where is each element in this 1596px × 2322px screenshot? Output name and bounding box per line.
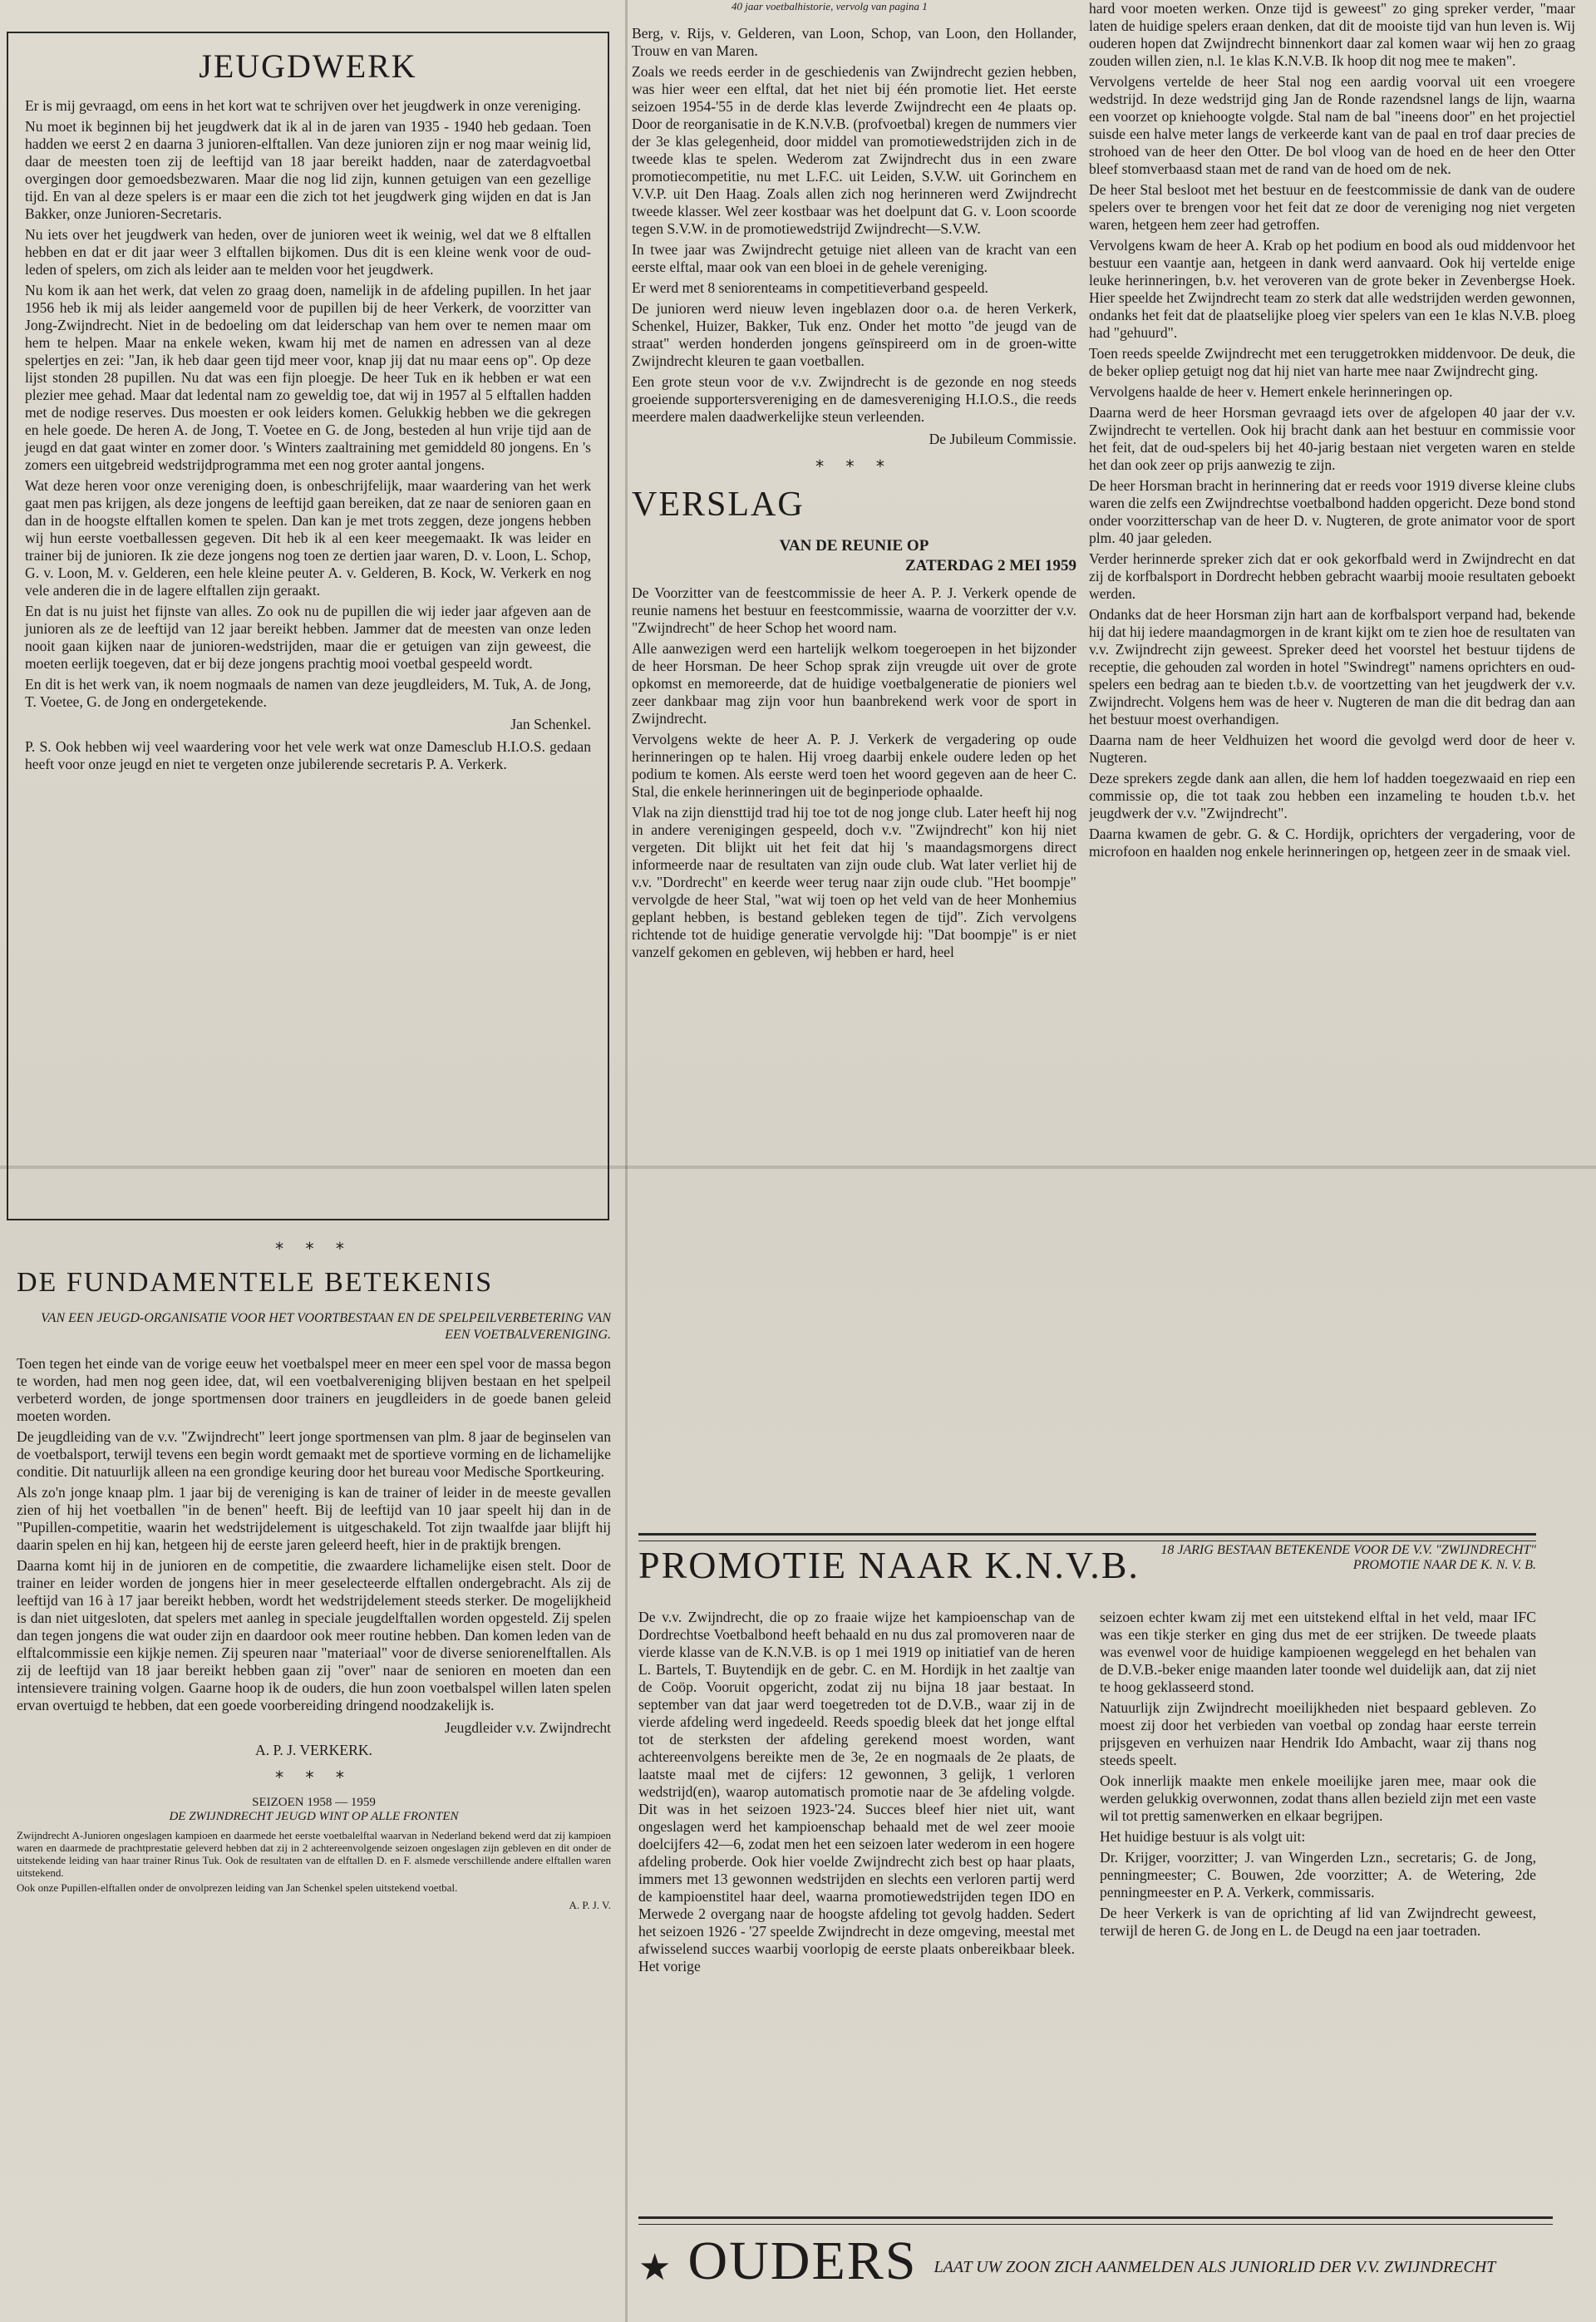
verslag-subtitle-line-2: ZATERDAG 2 MEI 1959	[904, 557, 1076, 574]
historie-paragraph: Berg, v. Rijs, v. Gelderen, van Loon, Schop, van Loon, den Hollander, Trouw en van Maren.	[632, 25, 1076, 59]
promotie-paragraph: Dr. Krijger, voorzitter; J. van Wingerden Lzn., secretaris; G. de Jong, penningmeester; C. Bouwen, 2de voorzitter; A. de Wetering, 2de penningmeester en P. A. Verkerk, commissaris.	[1100, 1849, 1536, 1900]
promotie-paragraph: Het huidige bestuur is als volgt uit:	[1100, 1828, 1306, 1845]
verslag-continued-paragraph: Daarna werd de heer Horsman gevraagd iets over de afgelopen 40 jaar der v.v. Zwijndrecht te vertellen. Ook hij bracht dank aan het bestuur en commissie voor het feit, dat de oud-spelers bij het 40-jarig bestaan niet vergeten waren en stelde het dan ook zeer op prijs aanwezig te zijn.	[1089, 404, 1575, 473]
fundamentele-paragraph: Als zo'n jonge knaap plm. 1 jaar bij de vereniging is kan de trainer of leider in de meeste gevallen zien of hij het voetballen "in de benen" heeft. Bij de leeftijd van 10 jaar speelt hij dan in de "Pupillen-competitie, waarin het wedstrijdelement is uitgeschakeld. Tot zijn twaalfde jaar blijft hij daarin spelen en hij kan, hetgeen hij de eerste jaren geleerd heeft, hier in de praktijk brengen.	[17, 1484, 611, 1553]
verslag-continued-paragraph: Verder herinnerde spreker zich dat er ook gekorfbald werd in Zwijndrecht en dat zij de korfbalsport in Dordrecht hebben gebracht waarbij mooie resultaten geboekt werden.	[1089, 550, 1575, 602]
verslag-continued-paragraph: Daarna nam de heer Veldhuizen het woord die gevolgd werd door de heer v. Nugteren.	[1089, 732, 1575, 766]
jeugdwerk-title: JEUGDWERK	[199, 47, 417, 85]
jeugdwerk-paragraph: Nu iets over het jeugdwerk van heden, over de junioren weet ik weinig, wel dat we 8 elftallen hebben en dat er dit jaar weer 3 elftallen bijkomen. Dus dit is een kleine wenk voor de oud-leden of spelers, om zich als leider aan te melden voor het jeugdwerk.	[25, 226, 591, 278]
seizoen-signature: A. P. J. V.	[569, 1899, 611, 1911]
fundamentele-signature-role: Jeugdleider v.v. Zwijndrecht	[445, 1719, 611, 1736]
verslag-title: VERSLAG	[632, 486, 805, 524]
verslag-continued-paragraph: Vervolgens kwam de heer A. Krab op het podium en bood als oud middenvoor het bestuur een vaantje aan, hetgeen in dank werd aanvaard. Ook hij vertelde enige leuke herinneringen, b.v. het veroveren van de grote beker in Zevenbergse Hoek. Hier speelde het Zwijndrecht team zo sterk dat alle wedstrijden werden gewonnen, ondanks het feit dat de plaatselijke ploeg vier spelers van een 1e klas N.V.B. ploeg had "gehuurd".	[1089, 237, 1575, 341]
jeugdwerk-signature: Jan Schenkel.	[510, 716, 591, 732]
seizoen-paragraph: Zwijndrecht A-Junioren ongeslagen kampioen en daarmede het eerste voetbalelftal waarvan in Nederland bekend werd dat zij kampioen waren en daarmede de prachtprestatie geleverd hebben dat zij in 2 achtereenvolgende seizoen ongeslagen zijn gebleven en dit onder de uitstekende leiding van haar trainer Rinus Tuk. Ook de resultaten van de elftallen D. en F. alsmede verschillende andere elftallen waren uitstekend.	[17, 1829, 611, 1879]
historie-paragraph: Er werd met 8 seniorenteams in competitieverband gespeeld.	[632, 279, 988, 296]
jeugdwerk-paragraph: En dat is nu juist het fijnste van alles. Zo ook nu de pupillen die wij ieder jaar afgeven aan de junioren als ze de leeftijd van 12 jaar bereikt hebben. Jammer dat de meesten van onze leden nooit gaan kijken naar de junioren-wedstrijden, maar die er getuigen van zijn geweest, die moeten eerlijk toegeven, dat er bij deze jongens prachtig mooi voetbal gespeeld wordt.	[25, 603, 591, 672]
promotie-header	[638, 1543, 1536, 1599]
promotie-paragraph: De v.v. Zwijndrecht, die op zo fraaie wijze het kampioenschap van de Dordrechtse Voetbalbond heeft behaald en nu dus zal promoveren naar de vierde klasse van de K.N.V.B. is op 1 mei 1919 op initiatief van de heren L. Bartels, T. Buytendijk en de gebr. C. en M. Hordijk in het zaaltje van de Coöp. Vooruit opgericht, zodat zij nu bijna 18 jaar bestaat. In september van dat jaar werd toegetreden tot de D.V.B., waar zij in de vierde afdeling werd ingedeeld. Reeds spoedig bleek dat het jonge elftal tot de sterksten der afdeling gerekend moest worden, want achtereenvolgens bereikte men de 3e, 2e en nogmaals de 2e plaats, de laatste maal met de cijfers: 12 gewonnen, 3 gelijk, 1 verloren wedstrijd(en), waarop automatisch promotie naar de 3e afdeling volgde. Dit was in het seizoen 1923-'24. Succes bleef hier niet uit, want ongeslagen werd het kampioenschap behaald met de wel zeer mooie doelcijfers 42—6, zodat men het een seizoen later wederom in een hogere afdeling proberde. Ook hier voelde Zwijndrecht zich best op haar plaats, immers met 13 gewonnen wedstrijden en slechts een verloren partij werd de kampioenstitel haar deel, waarna promotiewedstrijden tegen IDO en Merwede 2 overgang naar de hoogste afdeling tot gevolg hadden. Sedert het seizoen 1926 - '27 speelde Zwijndrecht in deze omgeving, meestal met afwisselend succes waarbij voorlopig de eerste plaats onbereikbaar bleek. Het vorige	[638, 1609, 1075, 1974]
promotie-side-heading: 18 JARIG BESTAAN BETEKENDE VOOR DE V.V. "ZWIJNDRECHT" PROMOTIE NAAR DE K. N. V. B.	[1160, 1543, 1536, 1572]
promotie-title: PROMOTIE NAAR K.N.V.B.	[638, 1544, 1140, 1586]
verslag-paragraph: Vlak na zijn diensttijd trad hij toe tot de nog jonge club. Later heeft hij nog in andere verenigingen gespeeld, doch v.v. "Zwijndrecht" kon hij niet vergeten. Dit blijkt uit het feit dat hij 's maandagsmorgens direct informeerde naar de resultaten van zijn oude club. Wat later verliet hij de v.v. "Dordrecht" en keerde weer terug naar zijn oude club. "Het boompje" vervolgde de heer Stal, "wat wij toen op het veld van de heer Monhemius geplant hebben, is bestand gebleken tegen de tijd". Zich vervolgens richtende tot de huidige generatie vervolgde hij: "Dat boompje" is er niet vanzelf gekomen en gebleven, wij hebben er hard, heel	[632, 804, 1076, 960]
column-middle	[632, 25, 1076, 1555]
seizoen-subtitle: DE ZWIJNDRECHT JEUGD WINT OP ALLE FRONTEN	[169, 1810, 459, 1823]
fundamentele-paragraph: Toen tegen het einde van de vorige eeuw het voetbalspel meer en meer een spel voor de massa begon te worden, had men nog geen idee, dat, wil een voetbalvereniging blijven bestaan en het spelpeil verbeterd worden, de jonge sportmensen door trainers en jeugdleiders in de goede banen geleid moeten worden.	[17, 1355, 611, 1424]
fundamentele-paragraph: De jeugdleiding van de v.v. "Zwijndrecht" leert jonge sportmensen van plm. 8 jaar de beginselen van de voetbalsport, terwijl tevens een begin wordt gemaakt met de sportieve vorming en de lichamelijke conditie. Dit natuurlijk alleen na een grondige keuring door het bureau voor Medische Sportkeuring.	[17, 1428, 611, 1480]
promotie-top-rule	[638, 1533, 1536, 1536]
promotie-article	[638, 1528, 1536, 2210]
star-icon: ★	[638, 2246, 672, 2289]
historie-paragraph: Een grote steun voor de v.v. Zwijndrecht is de gezonde en nog steeds groeiende supportersvereniging en de damesvereniging H.I.O.S., die reeds meerdere malen daadwerkelijke steun verleenden.	[632, 373, 1076, 425]
verslag-continued-paragraph: Deze sprekers zegde dank aan allen, die hem lof hadden toegezwaaid en riep een commissie op, die tot taak zou hebben een inzameling te houden t.b.v. het jeugdwerk der v.v. "Zwijndrecht".	[1089, 770, 1575, 821]
historie-paragraph: In twee jaar was Zwijndrecht getuige niet alleen van de kracht van een eerste elftal, maar ook van een bloei in de gehele vereniging.	[632, 241, 1076, 275]
jeugdwerk-paragraph: Nu kom ik aan het werk, dat velen zo graag doen, namelijk in de afdeling pupillen. In het jaar 1956 heb ik mij als leider aangemeld voor de pupillen bij de heer Verkerk, de voorzitter van Jong-Zwijndrecht. Niet in de bedoeling om dat leiderschap van hem over te nemen maar om hem te helpen. Maar na enkele weken, kwam hij met de namen en adressen van al deze spelertjes en zei: "Jan, ik heb daar geen tijd meer voor, knap jij dat nu maar eens op". Op deze lijst stonden 28 pupillen. Nu dat was een fijn ploegje. De heer Tuk en ik hebben er wat een plezier mee gehad. Maar dat ledental nam zo geweldig toe, dat wij in 1957 al 5 elftallen hadden met de nodige reserves. Dus moesten er ook leiders komen. Gelukkig hebben we die gekregen en hele goede. De heren A. de Jong, T. Voetee en G. de Jong, besteden al hun vrije tijd aan de jeugd en dat gaat winter en zomer door. 's Winters zaaltraining met gemiddeld 80 jongens. En 's zomers een uitgebreid wedstrijdprogramma met een nog groter aantal jongens.	[25, 282, 591, 473]
separator-stars: * * *	[815, 456, 893, 476]
promotie-column-right	[1100, 1609, 1536, 1979]
jeugdwerk-ps: P. S. Ook hebben wij veel waardering voor het vele werk wat onze Damesclub H.I.O.S. gedaan heeft voor onze jeugd en niet te vergeten onze jubilerende secretaris P. A. Verkerk.	[25, 738, 591, 772]
ouders-row	[638, 2230, 1553, 2305]
ouders-side-text: LAAT UW ZOON ZICH AANMELDEN ALS JUNIORLID DER V.V. ZWIJNDRECHT	[933, 2258, 1496, 2276]
verslag-continued-paragraph: hard voor moeten werken. Onze tijd is geweest" zo ging spreker verder, "maar laten de huidige spelers eraan denken, dat dit de mooiste tijd van hun leven is. Wij ouderen hopen dat Zwijndrecht binnenkort daar zal komen waar wij hen zo graag zouden willen zien, n.l. 1e klas K.N.V.B. Ik hoop dit nog mee te maken".	[1089, 0, 1575, 69]
promotie-paragraph: Ook innerlijk maakte men enkele moeilijke jaren mee, maar ook die werden gelukkig overwonnen, zodat thans allen bezield zijn met een vaste wil tot prettig samenwerken en elkaar begrijpen.	[1100, 1772, 1536, 1824]
verslag-continued-paragraph: Ondanks dat de heer Horsman zijn hart aan de korfbalsport verpand had, bekende hij dat hij iedere maandagmorgen in de krant kijkt om te zien hoe de resultaten van v.v. Zwijndrecht zijn geweest. Spreker deed het voorstel het bestuur tijdens de receptie, die gehouden zal worden in hotel "Swindregt" namens oprichters en oud-spelers een bedrag aan te bieden t.b.v. de voortzetting van het jeugdwerk der v.v. Zwijndrecht. Volgens hem was de heer v. Nugteren de man die dit bedrag dan aan het bestuur moest overhandigen.	[1089, 606, 1575, 727]
jeugdwerk-paragraph: En dit is het werk van, ik noem nogmaals de namen van deze jeugdleiders, M. Tuk, A. de Jong, T. Voetee, G. de Jong en ondergetekende.	[25, 676, 591, 710]
fundamentele-title: DE FUNDAMENTELE BETEKENIS	[17, 1267, 494, 1298]
fundamentele-article	[17, 1230, 611, 2320]
promotie-paragraph: seizoen echter kwam zij met een uitstekend elftal in het veld, maar IFC was een tikje sterker en ging dus met de eer strijken. De tweede plaats was evenwel voor de huidige kampioenen weggelegd en het behalen van de D.V.B.-beker enige maanden later toonde wel duidelijk aan, dat zij niet te hoog geklasseerd stond.	[1100, 1609, 1536, 1695]
verslag-paragraph: Vervolgens wekte de heer A. P. J. Verkerk de vergadering op oude herinneringen op te halen. Hij vroeg daarbij enkele oudere leden op het podium te komen. Als eerste werd toen het woord gegeven aan de heer C. Stal, die enkele herinneringen uit de beginperiode ophaalde.	[632, 731, 1076, 800]
separator-stars: * * *	[275, 1767, 352, 1787]
promotie-columns	[638, 1609, 1536, 1979]
fold-line-vertical	[625, 0, 628, 2322]
fundamentele-paragraph: Daarna komt hij in de junioren en de competitie, die zwaardere lichamelijke eisen stelt. Door de trainer en leider worden de jongens hier in meer geselecteerde elftallen ondergebracht. Als zij de leeftijd van 16 à 17 jaar bereikt hebben, wordt het wedstrijdelement steeds sterker. De mogelijkheid is dan niet uitgesloten, dat spelers met aanleg in speciale jeugdelftallen worden opgesteld. Zij spelen dan tegen jongens die wat ouder zijn en daardoor ook meer routine hebben. Dan komen leden van de elftalcommissie een kijkje nemen. Zij speuren naar "materiaal" voor de diverse seniorenelftallen. Als zij de leeftijd van 18 jaar bereikt hebben gaan zij "over" naar de senioren en moeten dan een intensievere training volgen. Gaarne hoop ik de ouders, die hun zoon voetbalspel willen laten spelen ervan overtuigd te hebben, dat een goede voorbereiding dringend noodzakelijk is.	[17, 1557, 611, 1713]
historie-signature: De Jubileum Commissie.	[929, 431, 1076, 447]
promotie-paragraph: De heer Verkerk is van de oprichting af lid van Zwijndrecht geweest, terwijl de heren G. de Jong en L. de Deugd na een jaar toetraden.	[1100, 1905, 1536, 1939]
verslag-paragraph: Alle aanwezigen werd een hartelijk welkom toegeroepen in het bijzonder de heer Horsman. De heer Schop sprak zijn vreugde uit over de grote opkomst en memoreerde, dat de huidige voetbalgeneratie de pioniers wel zeer dankbaar mag zijn voor hun baanbrekend werk voor de sport in Zwijndrecht.	[632, 640, 1076, 727]
jeugdwerk-paragraph: Nu moet ik beginnen bij het jeugdwerk dat ik al in de jaren van 1935 - 1940 heb gedaan. Toen hadden we eerst 2 en daarna 3 junioren-elftallen. Van deze junioren zijn er nog maar weinig lid, daar de meesten toen zij de leeftijd van 18 jaar bereikt hadden, naar de zaterdagvoetbal overgingen door gemoedsbezwaren. Maar die nog lid zijn, kunnen getuigen van een gezellige tijd. En van al deze spelers is er maar een die zich tot het jeugdwerk ging wijden en dat is Jan Bakker, onze Junioren-Secretaris.	[25, 118, 591, 222]
verslag-continued-paragraph: Daarna kwamen de gebr. G. & C. Hordijk, oprichters der vergadering, voor de microfoon en haalden nog enkele herinneringen op, hetgeen zeer in de smaak viel.	[1089, 826, 1575, 860]
ouders-top-rule-thin	[638, 2224, 1553, 2225]
verslag-subtitle	[632, 536, 1076, 576]
promotie-paragraph: Natuurlijk zijn Zwijndrecht moeilijkheden niet bespaard gebleven. Zo moest zij door het verbieden van voetbal op zondag haar eerste terrein prijsgeven en verhuizen naar Hendrik Ido Ambacht, waar zij thans nog steeds speelt.	[1100, 1699, 1536, 1768]
fundamentele-signature-name: A. P. J. VERKERK.	[255, 1742, 372, 1758]
jeugdwerk-article	[7, 32, 609, 1220]
separator-stars: * * *	[275, 1239, 352, 1259]
historie-paragraph: De junioren werd nieuw leven ingeblazen door o.a. de heren Verkerk, Schenkel, Huizer, Bakker, Tuk enz. Onder het motto "de jeugd van de straat" werden honderden jongens geïnspireerd om in de groen-witte Zwijndrecht kleuren te gaan voetballen.	[632, 300, 1076, 369]
fundamentele-subtitle: VAN EEN JEUGD-ORGANISATIE VOOR HET VOORTBESTAAN EN DE SPELPEILVERBETERING VAN EEN VOETBALVERENIGING.	[41, 1311, 611, 1342]
ouders-banner	[638, 2211, 1553, 2320]
jeugdwerk-paragraph: Wat deze heren voor onze vereniging doen, is onbeschrijfelijk, maar waardering van het werk gaat men pas krijgen, als deze jongens de leeftijd gaan bereiken, dat ze naar de senioren gaan en dan in de hoogste elftallen komen te spelen. Dan kan je met trots zeggen, deze jongens hebben wij hun eerste voetballessen gegeven. Dit heb ik al een keer meegemaakt. Ik was leider en trainer bij de junioren. Ik zie deze jongens nog toen ze dertien jaar waren, D. v. Loon, L. Schop, G. v. Loon, M. v. Gelderen, een hele kleine peuter A. v. Gelderen, B. Kock, W. Verkerk en nog vele anderen die in de lagere elftallen zijn geraakt.	[25, 477, 591, 599]
running-head: 40 jaar voetbalhistorie, vervolg van pagina 1	[732, 0, 928, 12]
verslag-continued-paragraph: Vervolgens haalde de heer v. Hemert enkele herinneringen op.	[1089, 383, 1453, 400]
column-right	[1089, 0, 1575, 1530]
historie-paragraph: Zoals we reeds eerder in de geschiedenis van Zwijndrecht gezien hebben, was hier weer een elftal, dat het niet bij één promotie liet. Het eerste seizoen 1954-'55 in de derde klas leverde Zwijndrecht een 4e plaats op. Door de reorganisatie in de K.N.V.B. (profvoetbal) kregen de nummers vier der 3e klas gelegenheid, door middel van promotiewedstrijden zich in de tweede klas te spelen. Wederom zat Zwijndrecht dus in een zware promotiecompetitie, nu met L.F.C. uit Leiden, S.V.W. uit Gorinchem en V.V.P. uit Den Haag. Zoals allen zich nog herinneren werd Zwijndrecht tweede klasser. Wel zeer kostbaar was het doelpunt dat G. v. Loon scoorde tegen S.V.W. in de promotiewedstrijd Zwijndrecht—S.V.W.	[632, 63, 1076, 237]
promotie-column-left	[638, 1609, 1075, 1979]
jeugdwerk-paragraph: Er is mij gevraagd, om eens in het kort wat te schrijven over het jeugdwerk in onze vereniging.	[25, 97, 581, 114]
verslag-subtitle-line-1: VAN DE REUNIE OP	[779, 537, 929, 555]
verslag-continued-paragraph: Toen reeds speelde Zwijndrecht met een teruggetrokken middenvoor. De deuk, die de beker opliep getuigt nog dat hij niet van harte mee naar Zwijndrecht ging.	[1089, 345, 1575, 379]
verslag-paragraph: De Voorzitter van de feestcommissie de heer A. P. J. Verkerk opende de reunie namens het bestuur en feestcommissie, waarna de voorzitter der v.v. "Zwijndrecht" de heer Schop het woord nam.	[632, 584, 1076, 636]
verslag-continued-paragraph: De heer Stal besloot met het bestuur en de feestcommissie de dank van de oudere spelers over te brengen voor het feit dat ze door de vereniging nog niet vergeten waren, hetgeen hem zeer had getroffen.	[1089, 181, 1575, 233]
ouders-title: OUDERS	[687, 2231, 918, 2291]
verslag-continued-paragraph: De heer Horsman bracht in herinnering dat er reeds voor 1919 diverse kleine clubs waren die zelfs een Zwijndrechtse voetbalbond hadden opgericht. Deze bond stond onder voorzitterschap van de heer D. v. Nugteren, de grote animator voor de sport plm. 40 jaar geleden.	[1089, 477, 1575, 546]
seizoen-paragraph: Ook onze Pupillen-elftallen onder de onvolprezen leiding van Jan Schenkel spelen uitstekend voetbal.	[17, 1881, 458, 1894]
ouders-top-rule	[638, 2216, 1553, 2219]
seizoen-title: SEIZOEN 1958 — 1959	[252, 1796, 376, 1809]
verslag-continued-paragraph: Vervolgens vertelde de heer Stal nog een aardig voorval uit een vroegere wedstrijd. In deze wedstrijd ging Jan de Ronde razendsnel langs de lijn, waarna een voorzet op kniehoogte volgde. Stal nam de bal "ineens door" en het projectiel suisde een halve meter langs de verkeerde kant van de paal en trof daar precies de strohoed van de heer den Otter. De bol vloog van de hoed en de heer den Otter bleef stomverbaasd staan met de rand van de hoed om de nek.	[1089, 73, 1575, 177]
